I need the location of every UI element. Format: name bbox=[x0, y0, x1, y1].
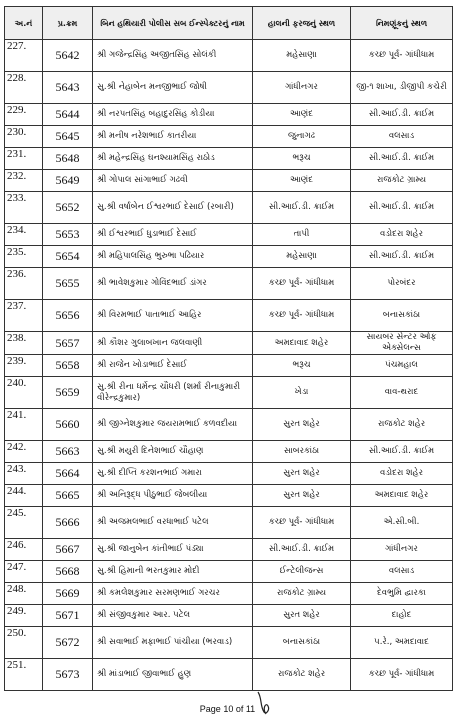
current-posting-cell: ભરૂચ bbox=[253, 355, 351, 377]
serial-cell: 241. bbox=[5, 409, 43, 441]
table-row bbox=[5, 605, 453, 627]
serial-cell: 244. bbox=[5, 485, 43, 507]
appointment-cell: સી.આઈ.ડી. ક્રાઈમ bbox=[351, 192, 453, 224]
rank-cell: 5657 bbox=[43, 332, 93, 355]
table-row bbox=[5, 659, 453, 691]
rank-cell: 5663 bbox=[43, 441, 93, 463]
name-cell: શ્રી વિરમભાઈ પાતાભાઈ આહિર bbox=[93, 300, 253, 332]
current-posting-cell: આણંદ bbox=[253, 104, 351, 126]
current-posting-cell: કચ્છ પૂર્વ- ગાંધીધામ bbox=[253, 300, 351, 332]
rank-cell: 5660 bbox=[43, 409, 93, 441]
table-row bbox=[5, 246, 453, 268]
rank-cell: 5666 bbox=[43, 507, 93, 539]
appointment-cell: સી.આઈ.ડી. ક્રાઈમ bbox=[351, 441, 453, 463]
current-posting-cell: સી.આઈ.ડી. ક્રાઈમ bbox=[253, 539, 351, 561]
table-row bbox=[5, 126, 453, 148]
header-rank-no: પ્ર.ક્રમ bbox=[43, 7, 93, 40]
rank-cell: 5655 bbox=[43, 268, 93, 300]
table-row bbox=[5, 627, 453, 659]
table-row bbox=[5, 485, 453, 507]
table-row bbox=[5, 561, 453, 583]
table-header-row bbox=[5, 7, 453, 40]
appointment-cell: સી.આઈ.ડી. ક્રાઈમ bbox=[351, 104, 453, 126]
table-row bbox=[5, 268, 453, 300]
name-cell: શ્રી જીગ્નેશકુમાર જયરામભાઈ કળવદીયા bbox=[93, 409, 253, 441]
rank-cell: 5671 bbox=[43, 605, 93, 627]
serial-cell: 238. bbox=[5, 332, 43, 355]
header-name: બિન હથિયારી પોલીસ સબ ઈન્સ્પેક્ટરનું નામ bbox=[93, 7, 253, 40]
name-cell: સુ.શ્રી નેહાબેન મનજીભાઈ જોષી bbox=[93, 72, 253, 104]
current-posting-cell: જુનાગઢ bbox=[253, 126, 351, 148]
table-row bbox=[5, 507, 453, 539]
rank-cell: 5667 bbox=[43, 539, 93, 561]
serial-cell: 250. bbox=[5, 627, 43, 659]
serial-cell: 243. bbox=[5, 463, 43, 485]
rank-cell: 5664 bbox=[43, 463, 93, 485]
serial-cell: 249. bbox=[5, 605, 43, 627]
serial-cell: 231. bbox=[5, 148, 43, 170]
serial-cell: 239. bbox=[5, 355, 43, 377]
table-row bbox=[5, 332, 453, 355]
table-row bbox=[5, 409, 453, 441]
name-cell: શ્રી અનિરૂદ્ધ પીઠુભાઈ જેબલીયા bbox=[93, 485, 253, 507]
appointment-cell: ગાંધીનગર bbox=[351, 539, 453, 561]
rank-cell: 5645 bbox=[43, 126, 93, 148]
serial-cell: 242. bbox=[5, 441, 43, 463]
table-row bbox=[5, 583, 453, 605]
name-cell: શ્રી અજમલભાઈ વરધાભાઈ પટેલ bbox=[93, 507, 253, 539]
current-posting-cell: રાજકોટ શહેર bbox=[253, 659, 351, 691]
name-cell: શ્રી નરપતસિંહ બહાદુરસિંહ કોડીયા bbox=[93, 104, 253, 126]
name-cell: શ્રી મહેન્દ્રસિંહ ઘનશ્યામસિંહ રાઠોડ bbox=[93, 148, 253, 170]
name-cell: સુ.શ્રી મયુરી દિનેશભાઈ ચૌહાણ bbox=[93, 441, 253, 463]
serial-cell: 234. bbox=[5, 224, 43, 246]
table-body bbox=[5, 40, 453, 691]
name-cell: શ્રી રાજેન ખોડાભાઈ દેસાઈ bbox=[93, 355, 253, 377]
serial-cell: 251. bbox=[5, 659, 43, 691]
rank-cell: 5659 bbox=[43, 377, 93, 409]
name-cell: શ્રી સંજીવકુમાર આર. પટેલ bbox=[93, 605, 253, 627]
name-cell: શ્રી મનીષ નરેશભાઈ કાતરીયા bbox=[93, 126, 253, 148]
rank-cell: 5672 bbox=[43, 627, 93, 659]
appointment-cell: અમદાવાદ શહેર bbox=[351, 485, 453, 507]
rank-cell: 5656 bbox=[43, 300, 93, 332]
name-cell: સુ.શ્રી દીપ્તિ કરશનભાઈ ગમારા bbox=[93, 463, 253, 485]
table-row bbox=[5, 192, 453, 224]
current-posting-cell: સુરત શહેર bbox=[253, 463, 351, 485]
table-row bbox=[5, 355, 453, 377]
name-cell: સુ.શ્રી જાનુબેન કાંતીભાઈ પંડ્યા bbox=[93, 539, 253, 561]
name-cell: શ્રી ભાવેશકુમાર ગોવિંદભાઈ ડાંગર bbox=[93, 268, 253, 300]
current-posting-cell: ભરૂચ bbox=[253, 148, 351, 170]
header-serial: અ.નં bbox=[5, 7, 43, 40]
table-row bbox=[5, 148, 453, 170]
appointment-cell: સી.આઈ.ડી. ક્રાઈમ bbox=[351, 148, 453, 170]
serial-cell: 236. bbox=[5, 268, 43, 300]
appointment-cell: પ.રે., અમદાવાદ bbox=[351, 627, 453, 659]
name-cell: સુ.શ્રી વર્ષાબેન ઈશ્વરભાઈ દેસાઈ (રબારી) bbox=[93, 192, 253, 224]
page-footer: Page 10 of 11 bbox=[199, 704, 256, 714]
transfer-table bbox=[4, 6, 453, 691]
table-row bbox=[5, 224, 453, 246]
header-current-posting: હાલની ફરજનું સ્થળ bbox=[253, 7, 351, 40]
current-posting-cell: સુરત શહેર bbox=[253, 485, 351, 507]
current-posting-cell: મહેસાણા bbox=[253, 40, 351, 72]
appointment-cell: દાહોદ bbox=[351, 605, 453, 627]
name-cell: શ્રી કમલેશકુમાર સરમણભાઈ ગરચર bbox=[93, 583, 253, 605]
name-cell: શ્રી ગજેન્દ્રસિંહ અજીતસિંહ સોલંકી bbox=[93, 40, 253, 72]
table-row bbox=[5, 40, 453, 72]
name-cell: શ્રી સવાભાઈ મફાભાઈ પાંચીયા (ભરવાડ) bbox=[93, 627, 253, 659]
appointment-cell: કચ્છ પૂર્વ- ગાંધીધામ bbox=[351, 40, 453, 72]
current-posting-cell: બનાસકાંઠા bbox=[253, 627, 351, 659]
rank-cell: 5642 bbox=[43, 40, 93, 72]
table-row bbox=[5, 377, 453, 409]
appointment-cell: એ.સી.બી. bbox=[351, 507, 453, 539]
current-posting-cell: મહેસાણા bbox=[253, 246, 351, 268]
rank-cell: 5649 bbox=[43, 170, 93, 192]
appointment-cell: બનાસકાંઠા bbox=[351, 300, 453, 332]
appointment-cell: કચ્છ પૂર્વ- ગાંધીધામ bbox=[351, 659, 453, 691]
current-posting-cell: ખેડા bbox=[253, 377, 351, 409]
current-posting-cell: કચ્છ પૂર્વ- ગાંધીધામ bbox=[253, 268, 351, 300]
table-row bbox=[5, 300, 453, 332]
appointment-cell: જી-૧ શાખા, ડીજીપી કચેરી bbox=[351, 72, 453, 104]
appointment-cell: વાવ-થરાદ bbox=[351, 377, 453, 409]
current-posting-cell: સાબરકાંઠા bbox=[253, 441, 351, 463]
name-cell: શ્રી કૌશર ગુલાબખાન જલવાણી bbox=[93, 332, 253, 355]
rank-cell: 5654 bbox=[43, 246, 93, 268]
header-appointment-place: નિમણૂંકનું સ્થળ bbox=[351, 7, 453, 40]
current-posting-cell: રાજકોટ ગ્રામ્ય bbox=[253, 583, 351, 605]
serial-cell: 240. bbox=[5, 377, 43, 409]
rank-cell: 5643 bbox=[43, 72, 93, 104]
appointment-cell: વલસાડ bbox=[351, 126, 453, 148]
rank-cell: 5652 bbox=[43, 192, 93, 224]
name-cell: શ્રી ગોપાલ સાંગાભાઈ ગઢવી bbox=[93, 170, 253, 192]
appointment-cell: દેવભુમિ દ્વારકા bbox=[351, 583, 453, 605]
serial-cell: 230. bbox=[5, 126, 43, 148]
serial-cell: 248. bbox=[5, 583, 43, 605]
serial-cell: 246. bbox=[5, 539, 43, 561]
serial-cell: 233. bbox=[5, 192, 43, 224]
rank-cell: 5669 bbox=[43, 583, 93, 605]
serial-cell: 227. bbox=[5, 40, 43, 72]
serial-cell: 237. bbox=[5, 300, 43, 332]
current-posting-cell: સી.આઈ.ડી. ક્રાઈમ bbox=[253, 192, 351, 224]
table-row bbox=[5, 539, 453, 561]
appointment-cell: સાયબર સેન્ટર ઓફ એક્સેલન્સ bbox=[351, 332, 453, 355]
rank-cell: 5644 bbox=[43, 104, 93, 126]
serial-cell: 247. bbox=[5, 561, 43, 583]
name-cell: શ્રી મહિપાલસિંહ ભુરુભા પઢિયાર bbox=[93, 246, 253, 268]
appointment-cell: સી.આઈ.ડી. ક્રાઈમ bbox=[351, 246, 453, 268]
serial-cell: 235. bbox=[5, 246, 43, 268]
current-posting-cell: કચ્છ પૂર્વ- ગાંધીધામ bbox=[253, 507, 351, 539]
rank-cell: 5658 bbox=[43, 355, 93, 377]
current-posting-cell: ગાંધીનગર bbox=[253, 72, 351, 104]
current-posting-cell: તાપી bbox=[253, 224, 351, 246]
appointment-cell: વડોદરા શહેર bbox=[351, 463, 453, 485]
serial-cell: 232. bbox=[5, 170, 43, 192]
name-cell: શ્રી માંડાભાઈ જીવાભાઈ હુણ bbox=[93, 659, 253, 691]
appointment-cell: વડોદરા શહેર bbox=[351, 224, 453, 246]
current-posting-cell: સુરત શહેર bbox=[253, 409, 351, 441]
appointment-cell: પોરબંદર bbox=[351, 268, 453, 300]
rank-cell: 5665 bbox=[43, 485, 93, 507]
transfer-list bbox=[4, 6, 452, 691]
name-cell: સુ.શ્રી હિમાની ભરતકુમાર મોદી bbox=[93, 561, 253, 583]
appointment-cell: રાજકોટ ગ્રામ્ય bbox=[351, 170, 453, 192]
rank-cell: 5653 bbox=[43, 224, 93, 246]
serial-cell: 245. bbox=[5, 507, 43, 539]
rank-cell: 5668 bbox=[43, 561, 93, 583]
appointment-cell: વલસાડ bbox=[351, 561, 453, 583]
appointment-cell: રાજકોટ શહેર bbox=[351, 409, 453, 441]
rank-cell: 5673 bbox=[43, 659, 93, 691]
name-cell: સુ.શ્રી રીના ધર્મેન્દ્ર ચૌધરી (શર્મા રીનાકુમારી વીરેન્દ્રકુમાર) bbox=[93, 377, 253, 409]
current-posting-cell: ઈન્ટેલીજન્સ bbox=[253, 561, 351, 583]
table-row bbox=[5, 170, 453, 192]
current-posting-cell: અમદાવાદ શહેર bbox=[253, 332, 351, 355]
table-row bbox=[5, 441, 453, 463]
table-row bbox=[5, 72, 453, 104]
serial-cell: 228. bbox=[5, 72, 43, 104]
name-cell: શ્રી ઈશ્વરભાઈ ધુડાભાઈ દેસાઈ bbox=[93, 224, 253, 246]
appointment-cell: પંચમહાલ bbox=[351, 355, 453, 377]
current-posting-cell: આણંદ bbox=[253, 170, 351, 192]
table-row bbox=[5, 104, 453, 126]
table-row bbox=[5, 463, 453, 485]
current-posting-cell: સુરત શહેર bbox=[253, 605, 351, 627]
rank-cell: 5648 bbox=[43, 148, 93, 170]
serial-cell: 229. bbox=[5, 104, 43, 126]
